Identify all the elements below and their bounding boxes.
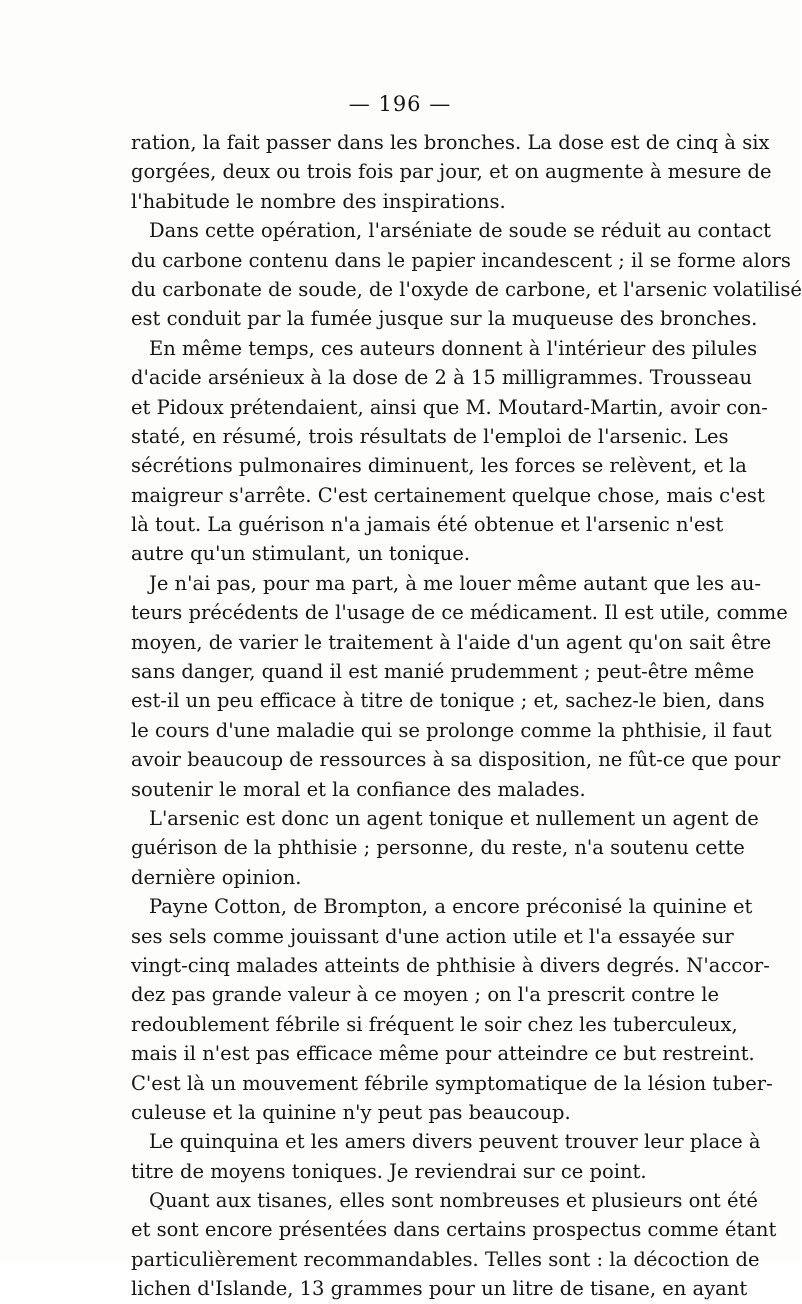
text-line: sans danger, quand il est manié prudemment ; peut-être même — [131, 660, 755, 684]
text-line: vingt-cinq malades atteints de phthisie à divers degrés. N'accor- — [131, 953, 770, 977]
text-line: sécrétions pulmonaires diminuent, les forces se relèvent, et la — [131, 454, 747, 478]
text-line: et Pidoux prétendaient, ainsi que M. Moutard-Martin, avoir con- — [131, 395, 768, 419]
text-line: du carbone contenu dans le papier incandescent ; il se forme alors — [131, 248, 791, 272]
text-line: Dans cette opération, l'arséniate de soude se réduit au contact — [149, 219, 771, 243]
text-line: particulièrement recommandables. Telles sont : la décoction de — [131, 1247, 760, 1271]
text-line: culeuse et la quinine n'y peut pas beaucoup. — [131, 1100, 571, 1124]
text-line: gorgées, deux ou trois fois par jour, et on augmente à mesure de — [131, 160, 772, 184]
text-line: le cours d'une maladie qui se prolonge comme la phthisie, il faut — [131, 718, 772, 742]
text-line: Quant aux tisanes, elles sont nombreuses et plusieurs ont été — [149, 1189, 758, 1213]
text-line: ses sels comme jouissant d'une action utile et l'a essayée sur — [131, 924, 734, 948]
text-line: teurs précédents de l'usage de ce médicament. Il est utile, comme — [131, 601, 788, 625]
text-line: L'arsenic est donc un agent tonique et nullement un agent de — [149, 806, 759, 830]
text-line: guérison de la phthisie ; personne, du reste, n'a soutenu cette — [131, 836, 745, 860]
text-line: lichen d'Islande, 13 grammes pour un litre de tisane, en ayant — [131, 1277, 748, 1301]
text-line: dez pas grande valeur à ce moyen ; on l'a prescrit contre le — [131, 983, 719, 1007]
text-line: est-il un peu efficace à titre de tonique ; et, sachez-le bien, dans — [131, 689, 765, 713]
text-line: maigreur s'arrête. C'est certainement quelque chose, mais c'est — [131, 483, 765, 507]
text-line: mais il n'est pas efficace même pour atteindre ce but restreint. — [131, 1042, 755, 1066]
body-text — [131, 128, 802, 1304]
text-line: l'habitude le nombre des inspirations. — [131, 189, 506, 213]
text-line: Je n'ai pas, pour ma part, à me louer même autant que les au- — [149, 571, 762, 595]
text-line: C'est là un mouvement fébrile symptomatique de la lésion tuber- — [131, 1071, 773, 1095]
text-line: est conduit par la fumée jusque sur la muqueuse des bronches. — [131, 307, 758, 331]
text-line: Le quinquina et les amers divers peuvent trouver leur place à — [149, 1130, 761, 1154]
text-line: staté, en résumé, trois résultats de l'emploi de l'arsenic. Les — [131, 424, 729, 448]
text-line: soutenir le moral et la confiance des malades. — [131, 777, 586, 801]
text-line: moyen, de varier le traitement à l'aide d'un agent qu'on sait être — [131, 630, 772, 654]
text-line: redoublement fébrile si fréquent le soir chez les tuberculeux, — [131, 1012, 738, 1036]
text-line: là tout. La guérison n'a jamais été obtenue et l'arsenic n'est — [131, 513, 724, 537]
text-line: titre de moyens toniques. Je reviendrai sur ce point. — [131, 1159, 647, 1183]
text-line: du carbonate de soude, de l'oxyde de carbone, et l'arsenic volatilisé — [131, 277, 802, 301]
text-line: avoir beaucoup de ressources à sa disposition, ne fût-ce que pour — [131, 748, 781, 772]
text-line: dernière opinion. — [131, 865, 302, 889]
text-line: Payne Cotton, de Brompton, a encore préconisé la quinine et — [149, 895, 753, 919]
text-line: d'acide arsénieux à la dose de 2 à 15 milligrammes. Trousseau — [131, 366, 753, 390]
text-line: En même temps, ces auteurs donnent à l'intérieur des pilules — [149, 336, 758, 360]
text-line: et sont encore présentées dans certains prospectus comme étant — [131, 1218, 777, 1242]
text-line: ration, la fait passer dans les bronches. La dose est de cinq à six — [131, 131, 770, 154]
page-number: — 196 — — [348, 92, 452, 116]
text-line: autre qu'un stimulant, un tonique. — [131, 542, 471, 566]
